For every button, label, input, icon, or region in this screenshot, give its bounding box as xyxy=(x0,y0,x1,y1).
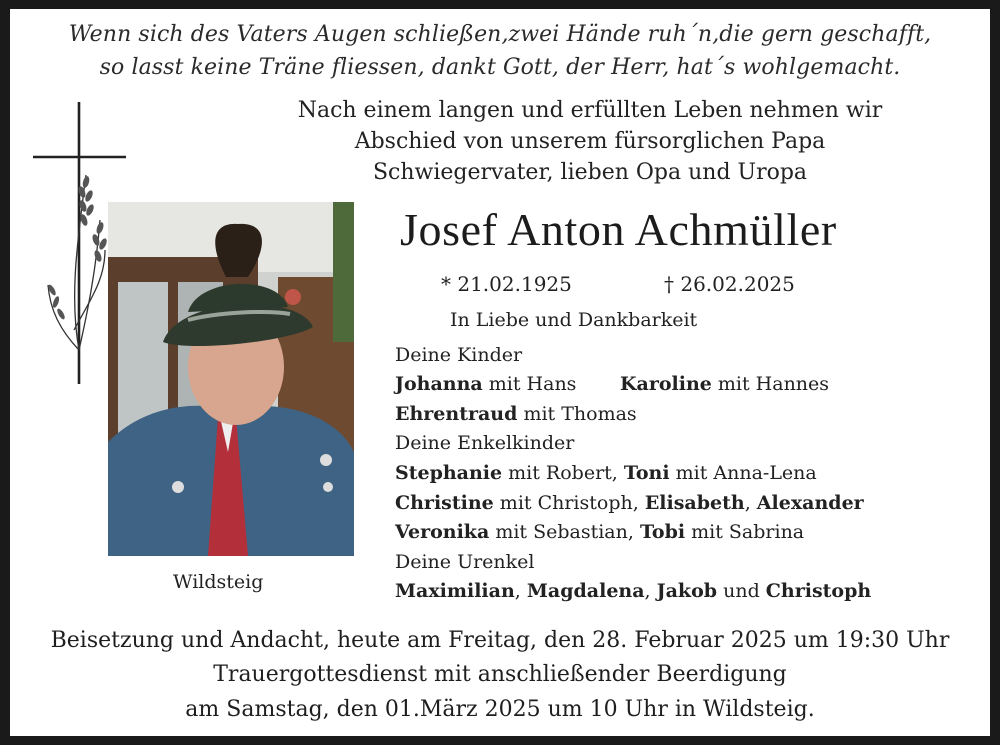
grandchildren-heading: Deine Enkelkinder xyxy=(395,432,575,454)
great-grandchildren-heading: Deine Urenkel xyxy=(395,551,535,573)
intro-line-1: Nach einem langen und erfüllten Leben nehmen wir xyxy=(297,98,883,123)
footer-line-1: Beisetzung und Andacht, heute am Freitag, den 28. Februar 2025 um 19:30 Uhr xyxy=(50,628,950,653)
grandchildren-line-1 xyxy=(395,462,817,484)
grandchild-name: Toni xyxy=(623,462,670,484)
grandchild-partner: mit Robert, xyxy=(502,462,624,484)
grandchild-name: Veronika xyxy=(395,521,490,543)
grandchildren-line-2 xyxy=(395,492,864,514)
grandchild-partner: mit Anna-Lena xyxy=(669,462,817,484)
separator: , xyxy=(644,580,657,602)
grandchildren-line-3 xyxy=(395,521,804,543)
great-grandchild-name: Jakob xyxy=(656,580,718,602)
great-grandchild-name: Magdalena xyxy=(526,580,645,602)
verse-line-1: Wenn sich des Vaters Augen schließen,zwei Hände ruh´n,die gern geschafft, xyxy=(68,22,932,47)
deceased-name: Josef Anton Achmüller xyxy=(400,204,837,255)
grandchild-name: Stephanie xyxy=(395,462,503,484)
intro-text xyxy=(190,95,990,188)
death-date: † 26.02.2025 xyxy=(664,272,795,296)
grandchild-name: Christine xyxy=(395,492,494,514)
child-partner: mit Hannes xyxy=(711,373,830,395)
birth-date: * 21.02.1925 xyxy=(441,272,572,296)
verse-line-2: so lasst keine Träne fliessen, dankt Gott, der Herr, hat´s wohlgemacht. xyxy=(99,55,901,80)
child-partner: mit Hans xyxy=(482,373,577,395)
great-grandchild-name: Christoph xyxy=(765,580,872,602)
child-partner: mit Thomas xyxy=(517,403,637,425)
intro-line-3: Schwiegervater, lieben Opa und Uropa xyxy=(372,160,808,185)
grandchild-name: Alexander xyxy=(756,492,864,514)
separator: , xyxy=(744,492,757,514)
grandchild-partner: mit Sabrina xyxy=(685,521,805,543)
children-line-1 xyxy=(395,373,576,395)
great-grandchild-name: Maximilian xyxy=(395,580,515,602)
footer-line-2: Trauergottesdienst mit anschließender Beerdigung xyxy=(213,662,787,687)
portrait-photo xyxy=(108,202,354,556)
child-name: Johanna xyxy=(395,373,483,395)
grandchild-name: Tobi xyxy=(639,521,686,543)
child-name: Karoline xyxy=(620,373,712,395)
great-grandchildren-line xyxy=(395,580,871,602)
separator: und xyxy=(717,580,766,602)
footer-line-3: am Samstag, den 01.März 2025 um 10 Uhr in Wildsteig. xyxy=(185,697,815,722)
children-line-1b xyxy=(620,373,829,395)
grandchild-partner: mit Sebastian, xyxy=(489,521,640,543)
grandchild-partner: mit Christoph, xyxy=(493,492,645,514)
child-name: Ehrentraud xyxy=(395,403,518,425)
children-heading: Deine Kinder xyxy=(395,344,523,366)
intro-line-2: Abschied von unserem fürsorglichen Papa xyxy=(354,129,826,154)
thanks-line: In Liebe und Dankbarkeit xyxy=(450,309,698,331)
children-line-2 xyxy=(395,403,637,425)
photo-caption: Wildsteig xyxy=(173,571,264,593)
separator: , xyxy=(514,580,527,602)
grandchild-name: Elisabeth xyxy=(644,492,745,514)
